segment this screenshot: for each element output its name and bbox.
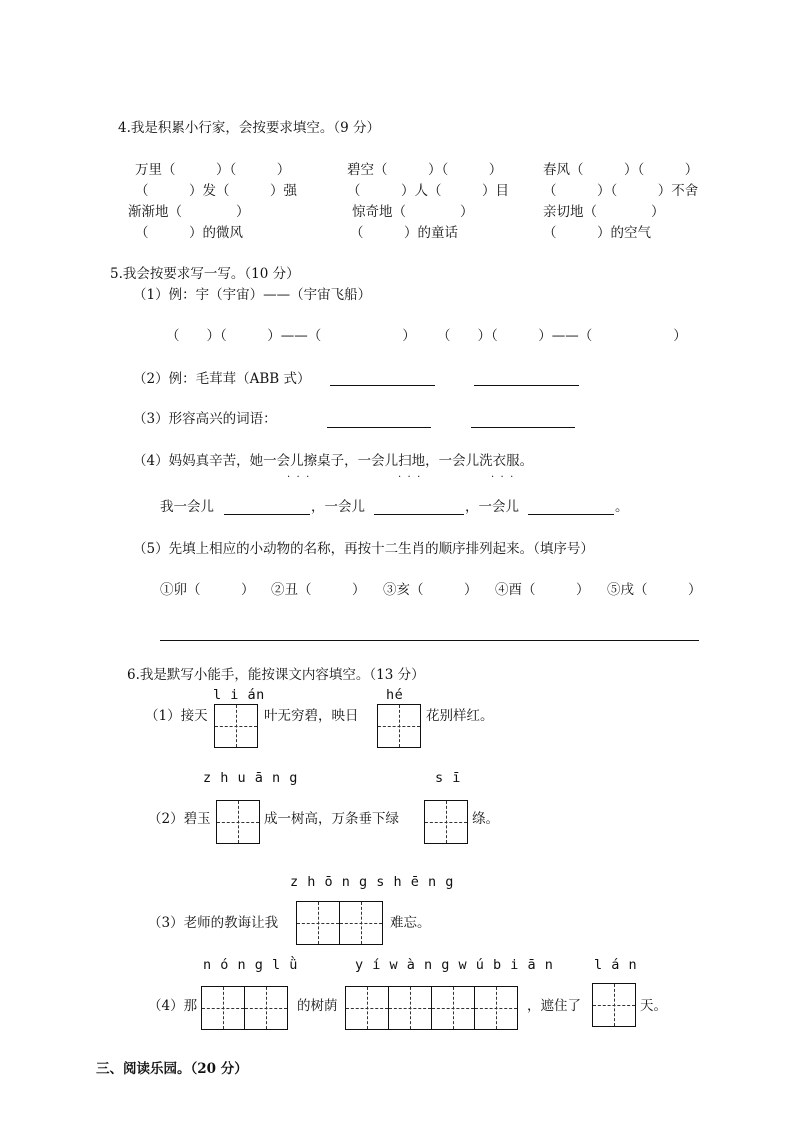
q6-s4-d: 天。 <box>640 998 667 1014</box>
q5-p2-example: （2）例：毛茸茸（ABB 式） <box>133 371 311 387</box>
q5-p1-fill-b[interactable]: （ ）（ ）——（ ） <box>437 328 687 344</box>
q5-p2-blank-2[interactable] <box>474 385 579 386</box>
q6-s4-b: 的树荫 <box>297 998 338 1014</box>
pinyin-lan: l á n <box>594 957 638 973</box>
tianzige-si[interactable] <box>424 800 468 844</box>
emphasis-dots: . . . <box>287 469 310 480</box>
q5-p1-fill-a[interactable]: （ ）（ ）——（ ） <box>166 328 416 344</box>
q4-r2-c3[interactable]: （ ）（ ）不舍 <box>543 183 699 199</box>
q5-p4-fill-a-label: 我一会儿 <box>160 499 214 515</box>
q5-p3-prompt: （3）形容高兴的词语： <box>133 411 277 427</box>
q5-p5-prompt: （5）先填上相应的小动物的名称，再按十二生肖的顺序排列起来。（填序号） <box>133 541 594 557</box>
animal-5[interactable]: ⑤戌（ ） <box>607 582 702 598</box>
pinyin-nonglv: n ó n g l ǜ <box>203 957 298 973</box>
tianzige-he[interactable] <box>377 704 421 748</box>
q4-title: 4.我是积累小行家，会按要求填空。（9 分） <box>118 120 381 136</box>
tianzige-lian[interactable] <box>214 704 258 748</box>
q4-r3-c3[interactable]: 亲切地（ ） <box>543 204 665 220</box>
q5-p4-fill-b-label: ，一会儿 <box>311 499 365 515</box>
q4-r1-c1[interactable]: 万里（ ）（ ） <box>135 162 291 178</box>
q5-p2-blank-1[interactable] <box>330 385 435 386</box>
q6-s4-c: ，遮住了 <box>527 998 581 1014</box>
pinyin-he: hé <box>386 687 404 703</box>
emphasis-dots: . . . <box>398 469 421 480</box>
q6-title: 6.我是默写小能手，能按课文内容填空。（13 分） <box>127 667 425 683</box>
q5-p4-blank-1[interactable] <box>224 514 310 515</box>
q5-p1-example: （1）例：宇（宇宙）——（宇宙飞船） <box>133 287 372 303</box>
pinyin-lian: l i án <box>213 687 265 703</box>
q5-p4-fill-c-label: ，一会儿 <box>465 499 519 515</box>
q5-p3-blank-1[interactable] <box>327 427 431 428</box>
section3-title: 三、阅读乐园。（20 分） <box>96 1061 248 1077</box>
animal-3[interactable]: ③亥（ ） <box>383 582 478 598</box>
q5-p4-sentence: （4）妈妈真辛苦，她一会儿擦桌子，一会儿扫地，一会儿洗衣服。 <box>133 453 534 469</box>
pinyin-zhongsheng: z h ō n g s h ē n g <box>290 874 454 890</box>
q5-title: 5.我会按要求写一写。（10 分） <box>110 266 300 282</box>
q4-r1-c3[interactable]: 春风（ ）（ ） <box>543 162 699 178</box>
tianzige-yiwangwubian[interactable] <box>345 986 518 1030</box>
q5-p4-blank-2[interactable] <box>374 514 464 515</box>
q5-p4-blank-3[interactable] <box>528 514 614 515</box>
q4-r4-c2[interactable]: （ ）的童话 <box>350 225 458 241</box>
q4-r3-c2[interactable]: 惊奇地（ ） <box>352 204 474 220</box>
tianzige-lan[interactable] <box>592 983 636 1027</box>
q6-s1-b: 叶无穷碧，映日 <box>264 708 359 724</box>
q4-r4-c1[interactable]: （ ）的微风 <box>135 225 243 241</box>
q4-r2-c1[interactable]: （ ）发（ ）强 <box>135 183 297 199</box>
animal-2[interactable]: ②丑（ ） <box>271 582 366 598</box>
q5-p5-answer-line[interactable] <box>160 640 699 641</box>
q6-s3-b: 难忘。 <box>390 915 431 931</box>
pinyin-si: s ī <box>435 770 461 786</box>
q4-r3-c1[interactable]: 渐渐地（ ） <box>128 204 250 220</box>
q6-s2-a: （2）碧玉 <box>148 811 211 827</box>
tianzige-zhongsheng[interactable] <box>296 901 383 945</box>
q6-s4-a: （4）那 <box>148 998 198 1014</box>
tianzige-nonglv[interactable] <box>201 986 288 1030</box>
q6-s1-a: （1）接天 <box>145 708 208 724</box>
q4-r2-c2[interactable]: （ ）人（ ）目 <box>347 183 509 199</box>
pinyin-yiwangwubian: y í w à n g w ú b i ā n <box>355 957 554 973</box>
q5-p3-blank-2[interactable] <box>471 427 575 428</box>
q6-s2-c: 绦。 <box>472 811 499 827</box>
q6-s1-c: 花别样红。 <box>426 708 494 724</box>
q6-s2-b: 成一树高，万条垂下绿 <box>264 811 399 827</box>
animal-4[interactable]: ④酉（ ） <box>495 582 590 598</box>
animal-1[interactable]: ①卯（ ） <box>160 582 255 598</box>
emphasis-dots: . . . <box>491 469 514 480</box>
q4-r1-c2[interactable]: 碧空（ ）（ ） <box>347 162 503 178</box>
pinyin-zhuang: z h u ā n g <box>203 770 298 786</box>
q4-r4-c3[interactable]: （ ）的空气 <box>543 225 651 241</box>
q6-s3-a: （3）老师的教诲让我 <box>148 915 279 931</box>
q5-p4-period: 。 <box>615 499 629 515</box>
tianzige-zhuang[interactable] <box>216 800 260 844</box>
